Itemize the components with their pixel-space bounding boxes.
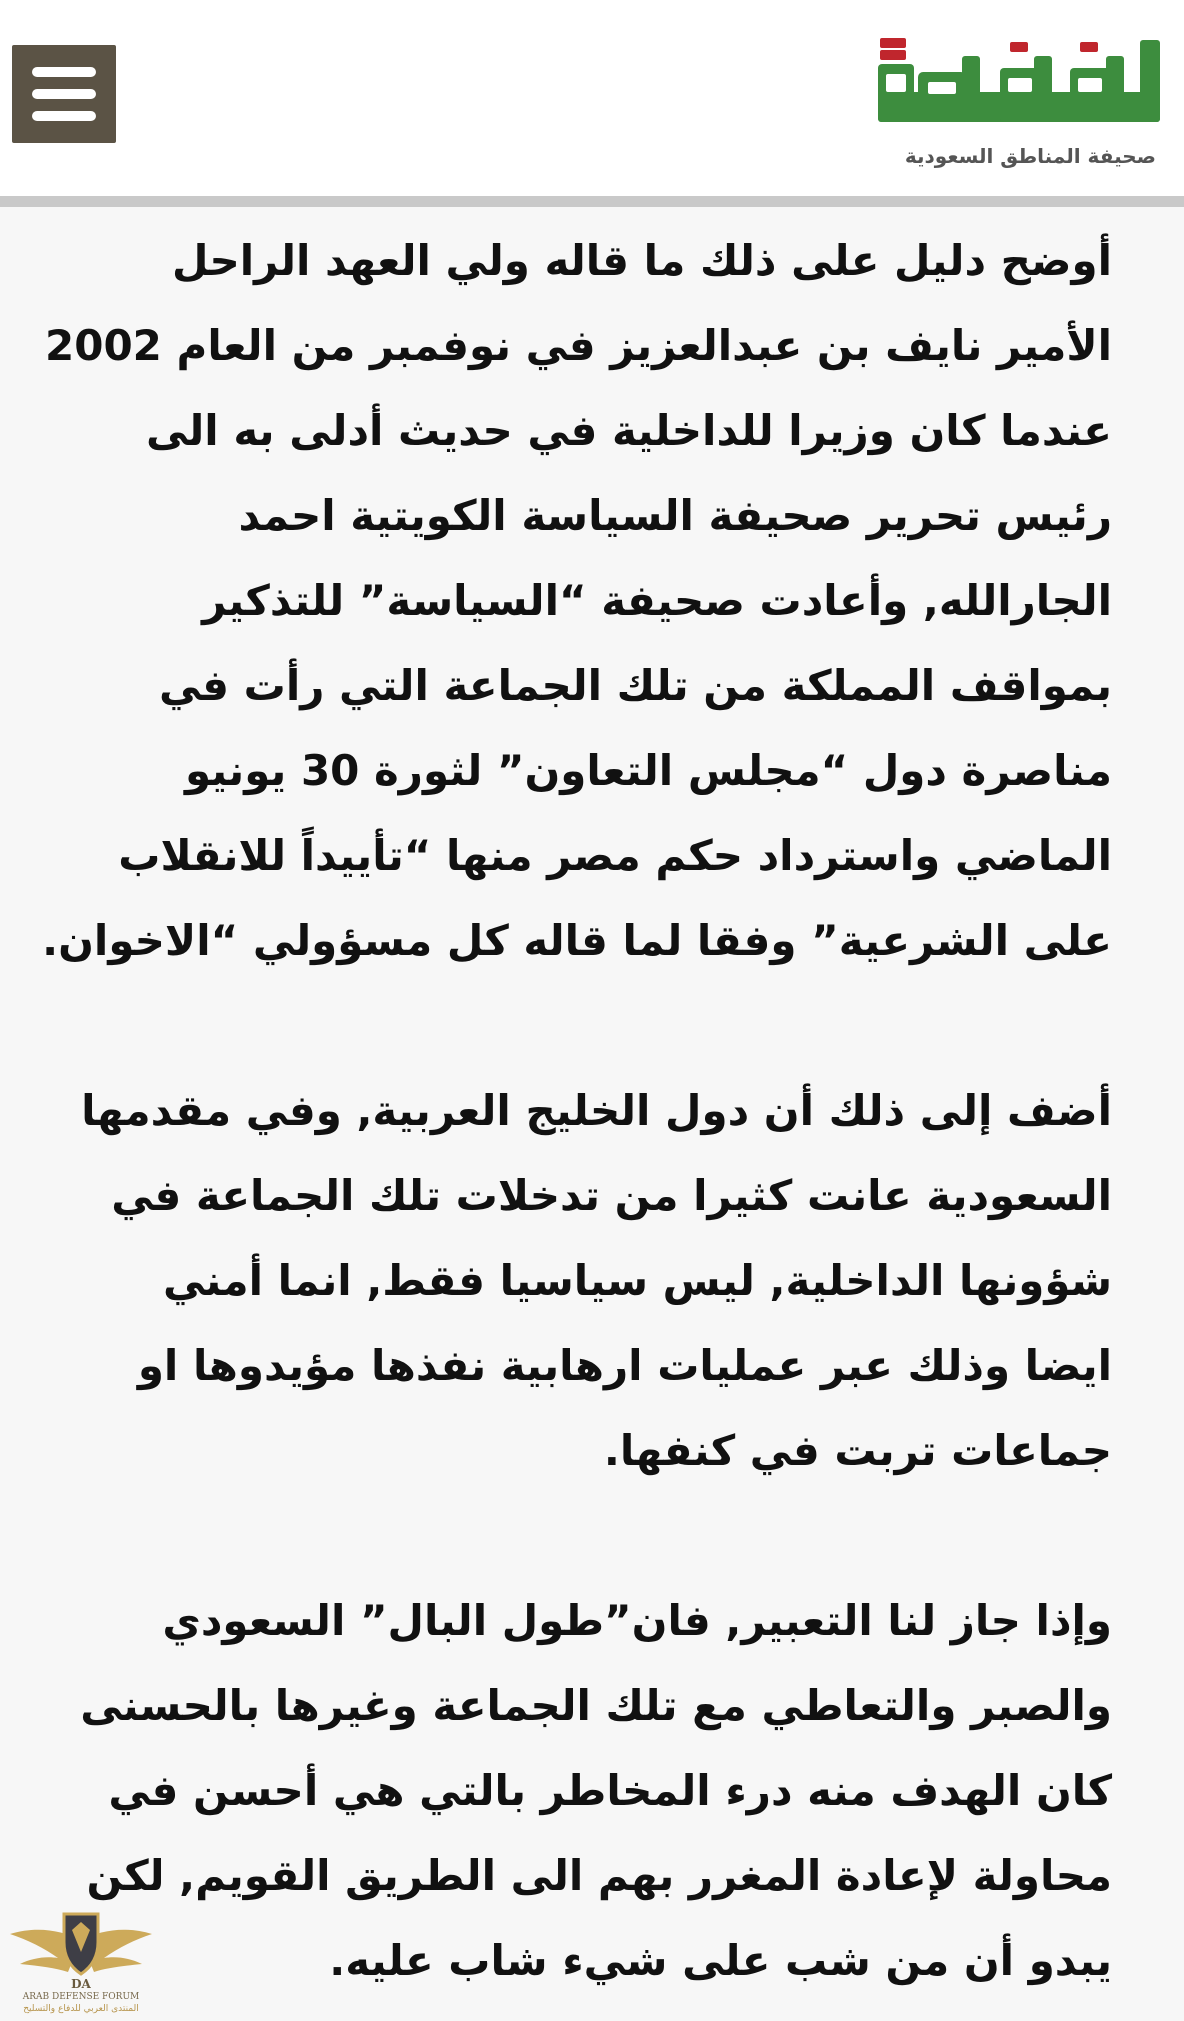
menu-bar-bottom [32,111,96,121]
header-divider [0,196,1184,207]
article-line: الأمير نايف بن عبدالعزيز في نوفمبر من العام 2002 [45,321,1112,370]
article-line: أوضح دليل على ذلك ما قاله ولي العهد الراحل [171,236,1112,285]
article-line: عندما كان وزيرا للداخلية في حديث أدلى به الى [146,406,1112,455]
article-line: والصبر والتعاطي مع تلك الجماعة وغيرها بالحسنى [80,1681,1112,1730]
paragraph-spacer [22,983,1112,1068]
paragraph-spacer [22,1493,1112,1578]
article-line: مناصرة دول “مجلس التعاون” لثورة 30 يونيو [184,746,1112,795]
menu-bar-top [32,67,96,77]
hamburger-menu-button[interactable] [12,45,116,143]
site-header [0,0,1184,196]
article-line: ايضا وذلك عبر عمليات ارهابية نفذها مؤيدوها او [137,1341,1112,1390]
article-line: الجارالله, وأعادت صحيفة “السياسة” للتذكير [202,576,1112,625]
article-line: محاولة لإعادة المغرر بهم الى الطريق القويم, لكن [86,1851,1112,1900]
logo-tagline: صحيفة المناطق السعودية [904,144,1156,168]
article-line: جماعات تربت في كنفها. [603,1426,1112,1475]
forum-subtitle-label: المنتدى العربي للدفاع والتسليح [23,2004,139,2014]
site-logo-mark [874,34,1164,138]
article-line: على الشرعية” وفقا لما قاله كل مسؤولي “الاخوان. [42,916,1112,965]
article-line: الماضي واسترداد حكم مصر منها “تأييداً للانقلاب [118,831,1112,880]
article-line: بمواقف المملكة من تلك الجماعة التي رأت في [159,661,1112,710]
article-line: وإذا جاز لنا التعبير, فان”طول البال” السعودي [162,1596,1112,1645]
forum-watermark [6,1900,156,2018]
forum-name-label: ARAB DEFENSE FORUM [22,1992,140,2002]
svg-text:DA: DA [71,1977,91,1991]
article-line: كان الهدف منه درء المخاطر بالتي هي أحسن في [108,1766,1112,1815]
menu-bar-middle [32,89,96,99]
article-paragraph-3 [22,1578,1112,2003]
article-line: شؤونها الداخلية, ليس سياسيا فقط, انما أمني [162,1256,1112,1305]
forum-emblem-icon [6,1900,156,1992]
article-paragraph-1 [22,218,1112,983]
article-line: السعودية عانت كثيرا من تدخلات تلك الجماعة في [111,1171,1112,1220]
article-line: أضف إلى ذلك أن دول الخليج العربية, وفي مقدمها [81,1086,1112,1135]
article-line: رئيس تحرير صحيفة السياسة الكويتية احمد [238,491,1112,540]
article-body [22,218,1112,2003]
article-line: يبدو أن من شب على شيء شاب عليه. [329,1936,1112,1985]
site-logo[interactable] [864,34,1164,170]
article-paragraph-2 [22,1068,1112,1493]
